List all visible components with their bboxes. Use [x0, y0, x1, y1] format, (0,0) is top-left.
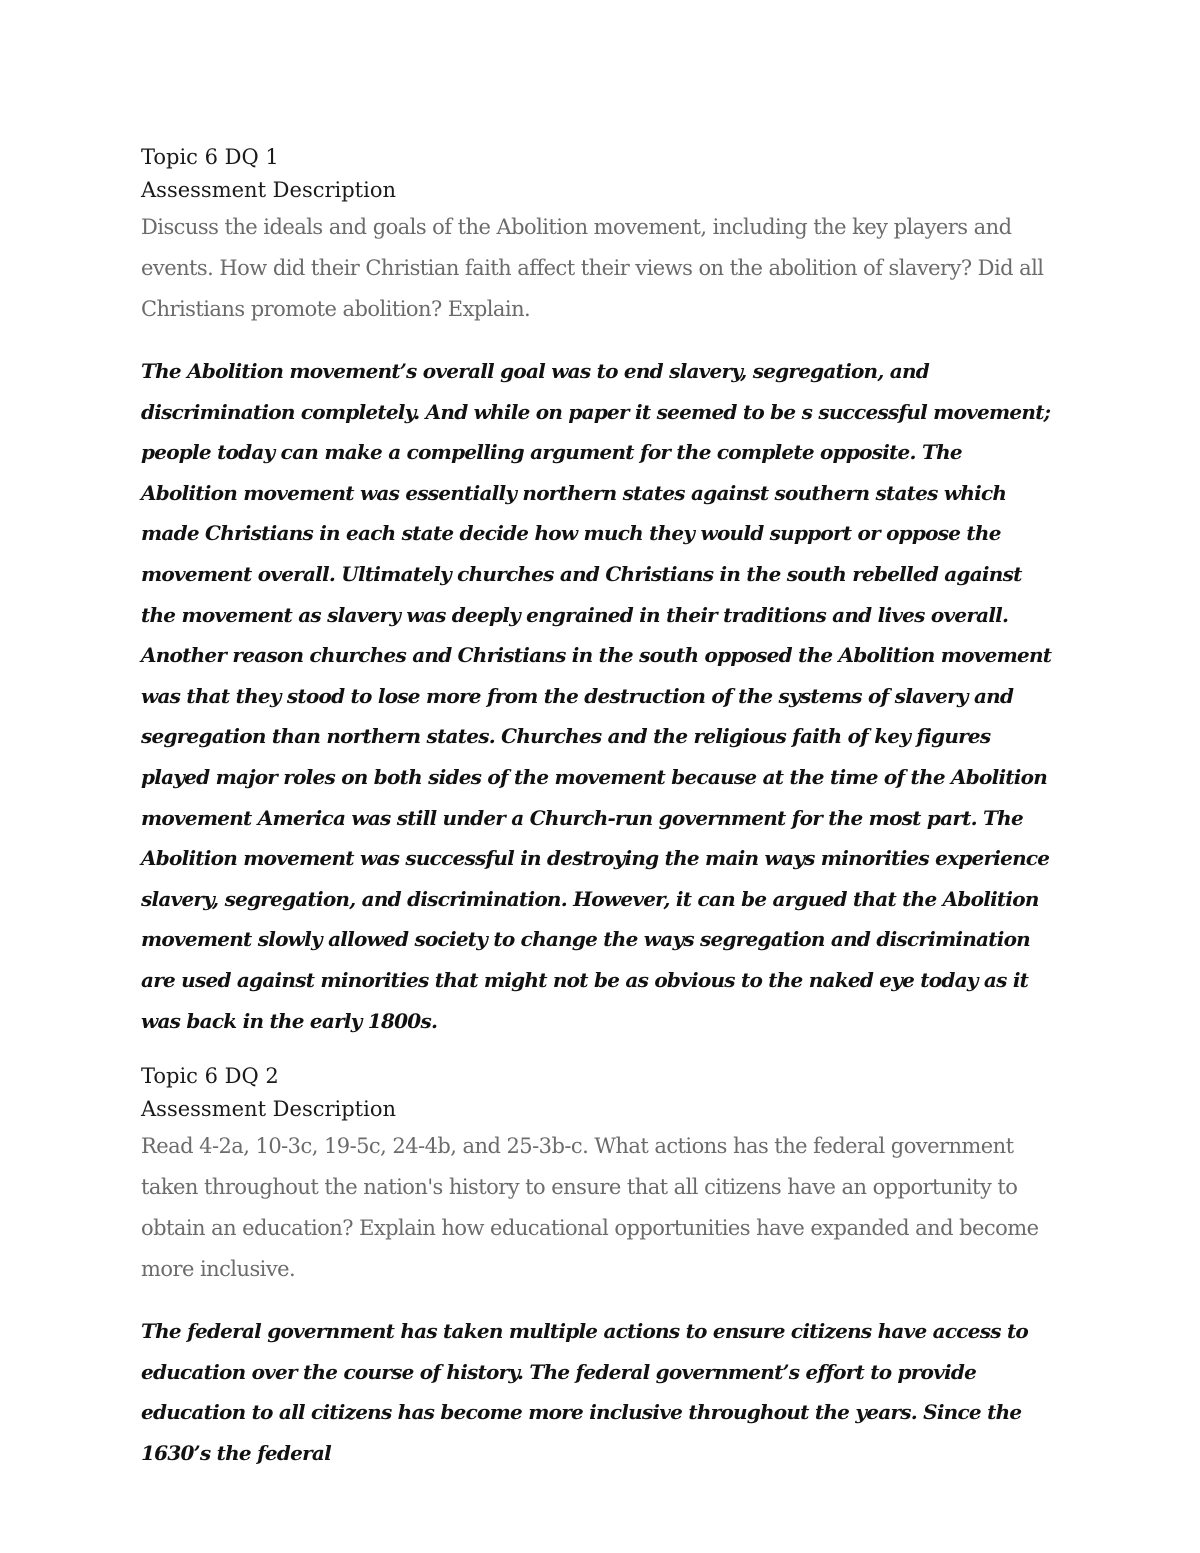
answer-paragraph: The Abolition movement’s overall goal was to end slavery, segregation, and discrimination completely. And while on paper it seemed to be s successful movement; people today can make a compelling argument for the complete opposite. The Abolition movement was essentially northern states against southern states which made Christians in each state decide how much they would support or oppose the movement overall. Ultimately churches and Christians in the south rebelled against the movement as slavery was deeply engrained in their traditions and lives overall. Another reason churches and Christians in the south opposed the Abolition movement was that they stood to lose more from the destruction of the systems of slavery and segregation than northern states. Churches and the religious faith of key figures played major roles on both sides of the movement because at the time of the Abolition movement America was still under a Church-run government for the most part. The Abolition movement was successful in destroying the main ways minorities experience slavery, segregation, and discrimination. However, it can be argued that the Abolition movement slowly allowed society to change the ways segregation and discrimination are used against minorities that might not be as obvious to the naked eye today as it was back in the early 1800s. — [141, 359, 1052, 1033]
assessment-prompt: Discuss the ideals and goals of the Abolition movement, including the key players and events. How did their Christian faith affect their views on the abolition of slavery? Did all Christians promote abolition? Explain. — [141, 215, 1044, 321]
document-page — [141, 141, 1061, 1473]
section-topic-6-dq-2 — [141, 1060, 1061, 1473]
assessment-prompt: Read 4-2a, 10-3c, 19-5c, 24-4b, and 25-3b-c. What actions has the federal government taken throughout the nation's history to ensure that all citizens have an opportunity to obtain an education? Explain how educational opportunities have expanded and become more inclusive. — [141, 1134, 1039, 1282]
assessment-description-label: Assessment Description — [141, 178, 397, 202]
assessment-description-label: Assessment Description — [141, 1097, 397, 1122]
topic-title: Topic 6 DQ 1 — [141, 145, 279, 169]
section-topic-6-dq-1 — [141, 141, 1061, 1041]
answer-paragraph: The federal government has taken multiple actions to ensure citizens have access to education over the course of history. The federal government’s effort to provide education to all citizens has become more inclusive throughout the years. Since the 1630’s the federal — [141, 1319, 1029, 1465]
topic-title: Topic 6 DQ 2 — [141, 1064, 279, 1089]
